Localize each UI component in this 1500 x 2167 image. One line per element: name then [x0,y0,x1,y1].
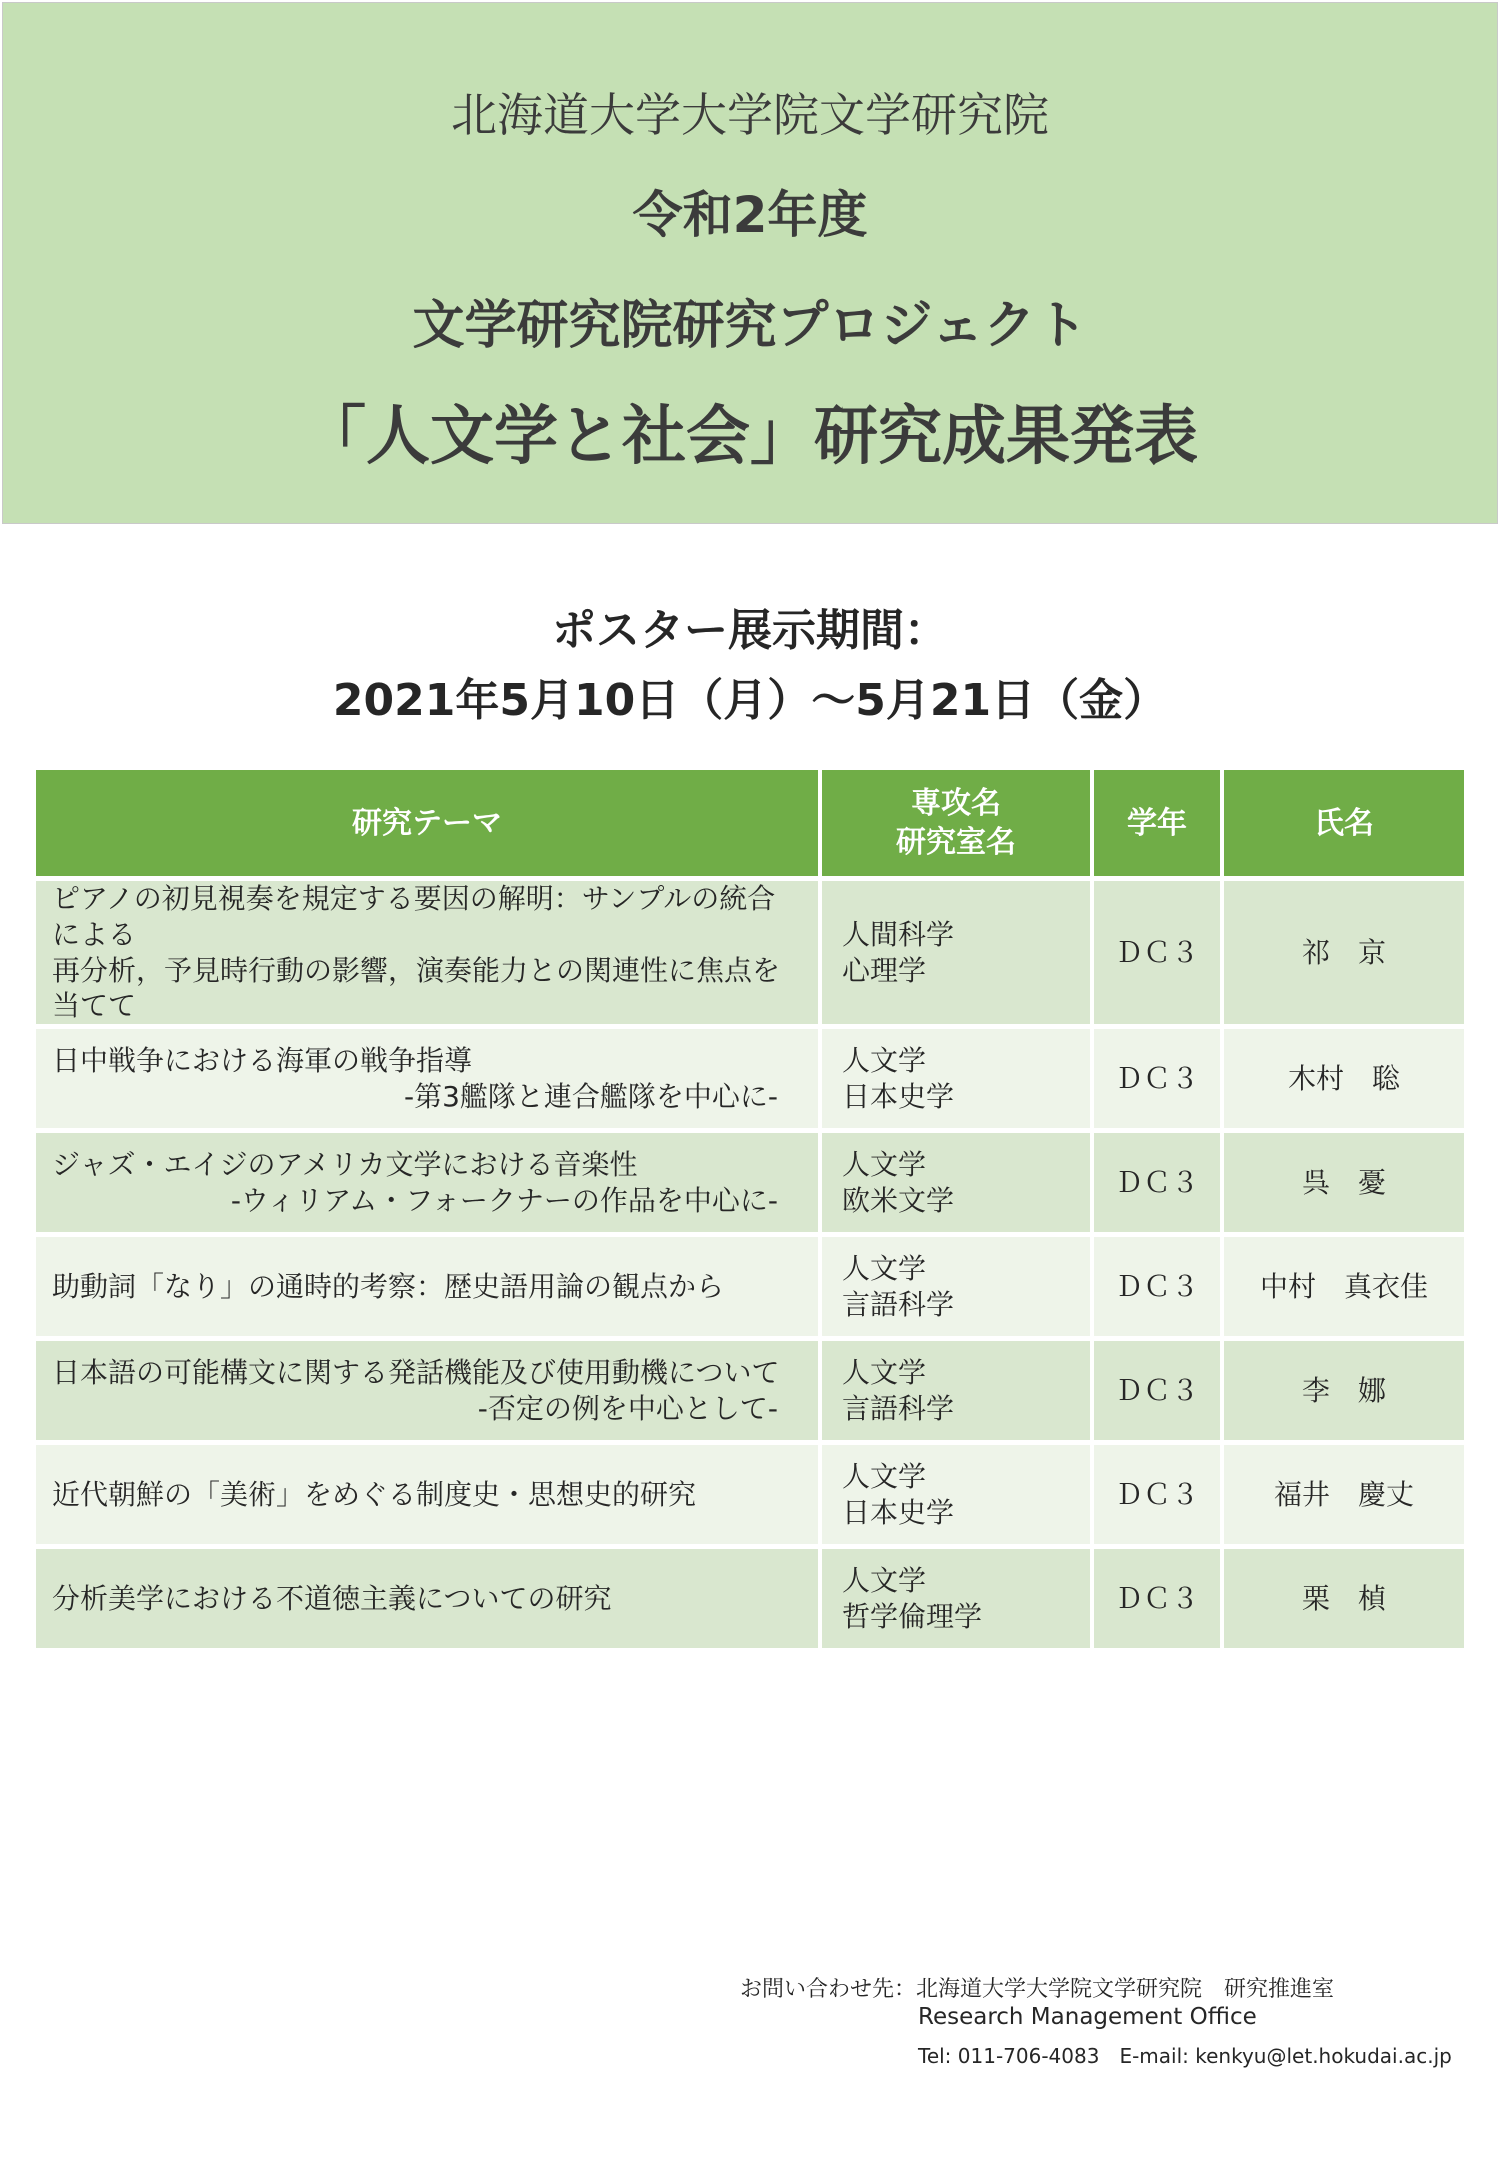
major-text: 人文学 [842,1043,927,1077]
cell-grade: ＤＣ３ [1094,1133,1224,1237]
cell-grade: ＤＣ３ [1094,1445,1224,1549]
lab-text: 日本史学 [842,1079,955,1113]
theme-text: 助動詞「なり」の通時的考察：歴史語用論の観点から [52,1269,725,1303]
cell-major [822,881,1094,1029]
theme-text: ピアノの初見視奏を規定する要因の解明：サンプルの統合による [52,882,776,951]
title-banner [2,2,1498,524]
header-major-line2: 研究室名 [896,825,1016,860]
cell-major [822,1029,1094,1133]
contact-line: お問い合わせ先：北海道大学大学院文学研究院 研究推進室 [740,1977,1335,2002]
cell-major [822,1549,1094,1653]
theme-text: 日本語の可能構文に関する発話機能及び使用動機について [52,1355,780,1389]
cell-grade: ＤＣ３ [1094,1341,1224,1445]
page-title: 「人文学と社会」研究成果発表 [302,400,1198,474]
lab-text: 日本史学 [842,1495,955,1529]
header-major-line1: 専攻名 [911,786,1001,821]
project-name: 文学研究院研究プロジェクト [412,296,1088,356]
lab-text: 欧米文学 [842,1183,955,1217]
theme-text: 当てて [52,989,137,1023]
cell-name: 木村 聡 [1224,1029,1464,1133]
cell-theme [36,1029,822,1133]
header-theme: 研究テーマ [36,770,822,881]
cell-name: 祁 京 [1224,881,1464,1029]
theme-subtitle: -第3艦隊と連合艦隊を中心に- [403,1079,778,1113]
table-row [36,1133,1464,1237]
theme-subtitle: -否定の例を中心として- [477,1391,778,1425]
lab-text: 言語科学 [842,1287,955,1321]
theme-text: 近代朝鮮の「美術」をめぐる制度史・思想史的研究 [52,1477,697,1511]
table-row [36,1549,1464,1653]
cell-name: 栗 楨 [1224,1549,1464,1653]
contact-office: Research Management Office [918,2004,1257,2030]
theme-text: 日中戦争における海軍の戦争指導 [52,1043,473,1077]
lab-text: 哲学倫理学 [842,1599,983,1633]
cell-name: 李 娜 [1224,1341,1464,1445]
cell-theme [36,1549,822,1653]
major-text: 人間科学 [842,917,955,951]
cell-major [822,1133,1094,1237]
table-row [36,1237,1464,1341]
theme-text: 再分析，予見時行動の影響，演奏能力との関連性に焦点を [52,953,781,987]
cell-name: 呉 憂 [1224,1133,1464,1237]
header-major [822,770,1094,881]
major-text: 人文学 [842,1459,927,1493]
organization-name: 北海道大学大学院文学研究院 [451,88,1049,142]
fiscal-year: 令和2年度 [632,186,868,244]
header-grade: 学年 [1094,770,1224,881]
theme-subtitle: -ウィリアム・フォークナーの作品を中心に- [230,1183,778,1217]
contact-tel-email: Tel: 011-706-4083 E-mail: kenkyu@let.hokudai.ac.jp [918,2044,1452,2068]
exhibition-period-dates: 2021年5月10日（月）～5月21日（金） [332,675,1168,726]
cell-major [822,1341,1094,1445]
cell-theme [36,1133,822,1237]
cell-grade: ＤＣ３ [1094,1029,1224,1133]
table-row [36,1445,1464,1549]
table-header-row [36,770,1464,881]
lab-text: 言語科学 [842,1391,955,1425]
cell-major [822,1237,1094,1341]
major-text: 人文学 [842,1563,927,1597]
cell-theme [36,1445,822,1549]
cell-grade: ＤＣ３ [1094,1549,1224,1653]
cell-name: 中村 真衣佳 [1224,1237,1464,1341]
table-row [36,1029,1464,1133]
table-row [36,1341,1464,1445]
theme-text: ジャズ・エイジのアメリカ文学における音楽性 [52,1147,638,1181]
header-name: 氏名 [1224,770,1464,881]
cell-theme [36,1341,822,1445]
major-text: 人文学 [842,1355,927,1389]
major-text: 人文学 [842,1147,927,1181]
lab-text: 心理学 [842,953,927,987]
cell-grade: ＤＣ３ [1094,1237,1224,1341]
cell-name: 福井 慶丈 [1224,1445,1464,1549]
theme-text: 分析美学における不道徳主義についての研究 [52,1581,612,1615]
cell-theme [36,1237,822,1341]
major-text: 人文学 [842,1251,927,1285]
exhibition-period-label: ポスター展示期間： [552,605,948,656]
cell-major [822,1445,1094,1549]
cell-theme [36,881,822,1029]
cell-grade: ＤＣ３ [1094,881,1224,1029]
presentation-table [36,770,1464,1653]
table-row [36,881,1464,1029]
